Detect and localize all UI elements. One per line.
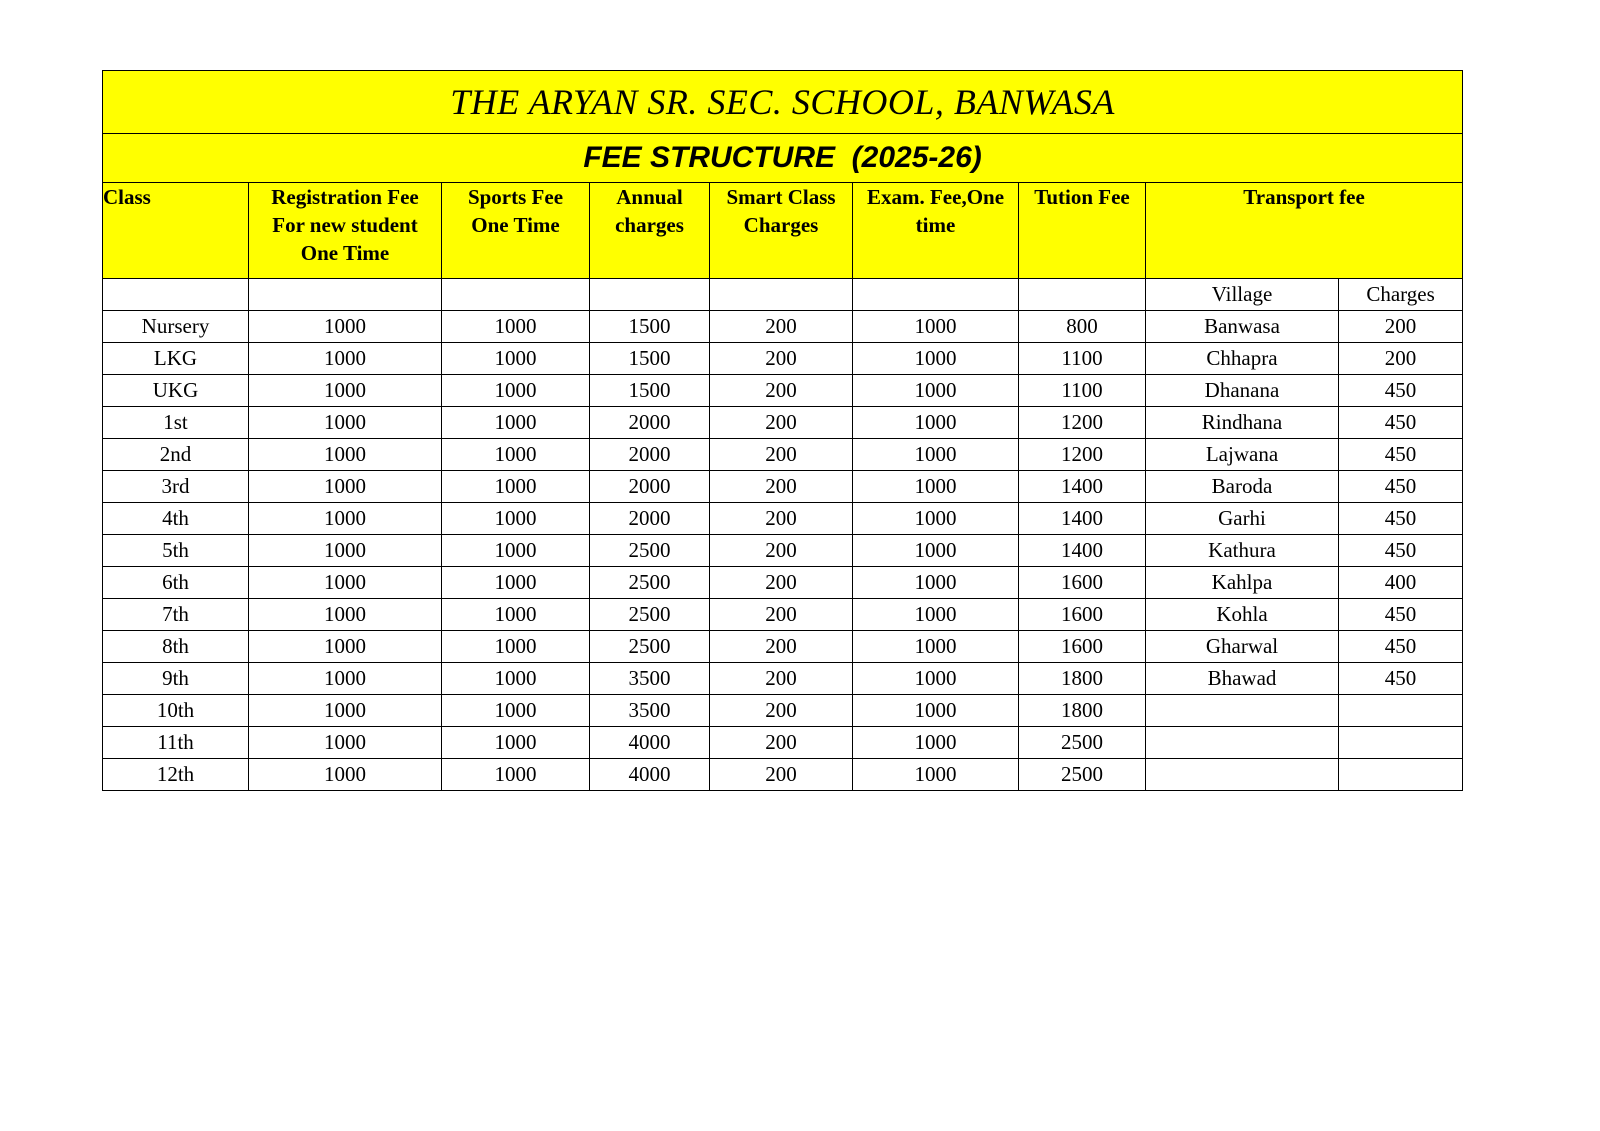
table-row	[103, 375, 1463, 407]
cell-tuition-fee: 1600	[1019, 567, 1146, 599]
cell-exam-fee: 1000	[853, 535, 1019, 567]
cell-class: LKG	[103, 343, 249, 375]
cell-registration-fee: 1000	[249, 407, 442, 439]
table-row	[103, 631, 1463, 663]
cell-village: Dhanana	[1146, 375, 1339, 407]
table-row	[103, 343, 1463, 375]
cell-smart-class-charges: 200	[710, 567, 853, 599]
cell-smart-class-charges: 200	[710, 535, 853, 567]
cell-sports-fee: 1000	[442, 727, 590, 759]
table-row	[103, 599, 1463, 631]
cell-village: Banwasa	[1146, 311, 1339, 343]
cell-village: Baroda	[1146, 471, 1339, 503]
table-row	[103, 567, 1463, 599]
cell-class: 8th	[103, 631, 249, 663]
cell-annual-charges: 1500	[590, 311, 710, 343]
table-row	[103, 311, 1463, 343]
cell-tuition-fee: 1600	[1019, 631, 1146, 663]
cell-registration-fee: 1000	[249, 599, 442, 631]
cell-smart-class-charges: 200	[710, 375, 853, 407]
cell-exam-fee: 1000	[853, 439, 1019, 471]
empty-cell	[249, 279, 442, 311]
header-charges: Charges	[1339, 279, 1463, 311]
cell-exam-fee: 1000	[853, 695, 1019, 727]
cell-class: 4th	[103, 503, 249, 535]
cell-village	[1146, 759, 1339, 791]
header-sports-fee: Sports Fee One Time	[442, 183, 590, 279]
cell-class: 12th	[103, 759, 249, 791]
header-class: Class	[103, 183, 249, 279]
cell-smart-class-charges: 200	[710, 343, 853, 375]
table-row	[103, 471, 1463, 503]
cell-class: Nursery	[103, 311, 249, 343]
cell-registration-fee: 1000	[249, 471, 442, 503]
cell-sports-fee: 1000	[442, 535, 590, 567]
cell-tuition-fee: 1400	[1019, 535, 1146, 567]
cell-transport-charges	[1339, 759, 1463, 791]
table-row	[103, 407, 1463, 439]
cell-annual-charges: 1500	[590, 343, 710, 375]
cell-village: Bhawad	[1146, 663, 1339, 695]
cell-annual-charges: 2500	[590, 631, 710, 663]
cell-class: 2nd	[103, 439, 249, 471]
table-row	[103, 503, 1463, 535]
cell-registration-fee: 1000	[249, 503, 442, 535]
school-title: THE ARYAN SR. SEC. SCHOOL, BANWASA	[103, 71, 1463, 134]
cell-sports-fee: 1000	[442, 567, 590, 599]
cell-class: UKG	[103, 375, 249, 407]
cell-smart-class-charges: 200	[710, 471, 853, 503]
table-row	[103, 759, 1463, 791]
cell-exam-fee: 1000	[853, 311, 1019, 343]
cell-annual-charges: 2000	[590, 471, 710, 503]
cell-village	[1146, 727, 1339, 759]
cell-registration-fee: 1000	[249, 695, 442, 727]
empty-cell	[1019, 279, 1146, 311]
cell-registration-fee: 1000	[249, 375, 442, 407]
cell-class: 1st	[103, 407, 249, 439]
cell-transport-charges: 450	[1339, 631, 1463, 663]
cell-exam-fee: 1000	[853, 375, 1019, 407]
cell-transport-charges: 200	[1339, 343, 1463, 375]
cell-annual-charges: 4000	[590, 727, 710, 759]
cell-tuition-fee: 1800	[1019, 663, 1146, 695]
cell-transport-charges: 450	[1339, 503, 1463, 535]
empty-cell	[590, 279, 710, 311]
cell-village: Kohla	[1146, 599, 1339, 631]
cell-class: 6th	[103, 567, 249, 599]
cell-transport-charges: 400	[1339, 567, 1463, 599]
cell-transport-charges: 450	[1339, 535, 1463, 567]
cell-registration-fee: 1000	[249, 663, 442, 695]
cell-registration-fee: 1000	[249, 439, 442, 471]
cell-class: 9th	[103, 663, 249, 695]
cell-class: 11th	[103, 727, 249, 759]
cell-exam-fee: 1000	[853, 471, 1019, 503]
cell-exam-fee: 1000	[853, 631, 1019, 663]
cell-registration-fee: 1000	[249, 535, 442, 567]
cell-sports-fee: 1000	[442, 503, 590, 535]
cell-exam-fee: 1000	[853, 727, 1019, 759]
cell-exam-fee: 1000	[853, 503, 1019, 535]
cell-sports-fee: 1000	[442, 631, 590, 663]
cell-annual-charges: 1500	[590, 375, 710, 407]
cell-exam-fee: 1000	[853, 407, 1019, 439]
cell-annual-charges: 2500	[590, 599, 710, 631]
cell-village: Kathura	[1146, 535, 1339, 567]
fee-structure-subtitle: FEE STRUCTURE (2025-26)	[103, 134, 1463, 183]
empty-cell	[442, 279, 590, 311]
header-smart-class-charges: Smart Class Charges	[710, 183, 853, 279]
cell-smart-class-charges: 200	[710, 599, 853, 631]
cell-tuition-fee: 1100	[1019, 343, 1146, 375]
cell-annual-charges: 2000	[590, 503, 710, 535]
cell-tuition-fee: 1600	[1019, 599, 1146, 631]
cell-smart-class-charges: 200	[710, 407, 853, 439]
cell-transport-charges: 450	[1339, 407, 1463, 439]
empty-cell	[853, 279, 1019, 311]
cell-registration-fee: 1000	[249, 727, 442, 759]
cell-transport-charges: 450	[1339, 599, 1463, 631]
cell-transport-charges	[1339, 695, 1463, 727]
cell-village: Gharwal	[1146, 631, 1339, 663]
cell-class: 10th	[103, 695, 249, 727]
cell-smart-class-charges: 200	[710, 311, 853, 343]
cell-tuition-fee: 2500	[1019, 759, 1146, 791]
cell-exam-fee: 1000	[853, 663, 1019, 695]
cell-annual-charges: 2500	[590, 535, 710, 567]
cell-transport-charges: 200	[1339, 311, 1463, 343]
cell-tuition-fee: 1200	[1019, 439, 1146, 471]
cell-sports-fee: 1000	[442, 599, 590, 631]
cell-sports-fee: 1000	[442, 375, 590, 407]
cell-tuition-fee: 1200	[1019, 407, 1146, 439]
cell-annual-charges: 3500	[590, 663, 710, 695]
cell-tuition-fee: 1100	[1019, 375, 1146, 407]
cell-village	[1146, 695, 1339, 727]
cell-exam-fee: 1000	[853, 599, 1019, 631]
cell-smart-class-charges: 200	[710, 695, 853, 727]
cell-exam-fee: 1000	[853, 343, 1019, 375]
cell-exam-fee: 1000	[853, 759, 1019, 791]
cell-smart-class-charges: 200	[710, 663, 853, 695]
cell-registration-fee: 1000	[249, 343, 442, 375]
fee-structure-table	[102, 70, 1463, 791]
cell-transport-charges: 450	[1339, 439, 1463, 471]
cell-registration-fee: 1000	[249, 631, 442, 663]
cell-tuition-fee: 1400	[1019, 471, 1146, 503]
cell-smart-class-charges: 200	[710, 759, 853, 791]
cell-sports-fee: 1000	[442, 663, 590, 695]
cell-sports-fee: 1000	[442, 343, 590, 375]
cell-sports-fee: 1000	[442, 407, 590, 439]
cell-tuition-fee: 800	[1019, 311, 1146, 343]
cell-village: Lajwana	[1146, 439, 1339, 471]
cell-annual-charges: 3500	[590, 695, 710, 727]
cell-sports-fee: 1000	[442, 759, 590, 791]
header-tuition-fee: Tution Fee	[1019, 183, 1146, 279]
cell-smart-class-charges: 200	[710, 631, 853, 663]
cell-tuition-fee: 1800	[1019, 695, 1146, 727]
cell-village: Rindhana	[1146, 407, 1339, 439]
cell-sports-fee: 1000	[442, 471, 590, 503]
table-row	[103, 663, 1463, 695]
header-annual-charges: Annual charges	[590, 183, 710, 279]
header-registration-fee: Registration Fee For new student One Time	[249, 183, 442, 279]
cell-transport-charges: 450	[1339, 663, 1463, 695]
cell-annual-charges: 2000	[590, 439, 710, 471]
cell-sports-fee: 1000	[442, 439, 590, 471]
cell-registration-fee: 1000	[249, 567, 442, 599]
cell-class: 7th	[103, 599, 249, 631]
table-row	[103, 695, 1463, 727]
cell-class: 5th	[103, 535, 249, 567]
cell-smart-class-charges: 200	[710, 727, 853, 759]
empty-cell	[710, 279, 853, 311]
cell-annual-charges: 2500	[590, 567, 710, 599]
cell-smart-class-charges: 200	[710, 503, 853, 535]
table-row	[103, 535, 1463, 567]
cell-tuition-fee: 2500	[1019, 727, 1146, 759]
cell-village: Kahlpa	[1146, 567, 1339, 599]
cell-registration-fee: 1000	[249, 311, 442, 343]
cell-village: Chhapra	[1146, 343, 1339, 375]
cell-sports-fee: 1000	[442, 311, 590, 343]
cell-exam-fee: 1000	[853, 567, 1019, 599]
cell-transport-charges: 450	[1339, 471, 1463, 503]
cell-tuition-fee: 1400	[1019, 503, 1146, 535]
table-row	[103, 727, 1463, 759]
cell-class: 3rd	[103, 471, 249, 503]
cell-smart-class-charges: 200	[710, 439, 853, 471]
table-row	[103, 439, 1463, 471]
cell-annual-charges: 2000	[590, 407, 710, 439]
header-transport-fee: Transport fee	[1146, 183, 1463, 279]
cell-transport-charges: 450	[1339, 375, 1463, 407]
header-village: Village	[1146, 279, 1339, 311]
cell-village: Garhi	[1146, 503, 1339, 535]
header-exam-fee: Exam. Fee,One time	[853, 183, 1019, 279]
cell-transport-charges	[1339, 727, 1463, 759]
empty-cell	[103, 279, 249, 311]
cell-registration-fee: 1000	[249, 759, 442, 791]
cell-sports-fee: 1000	[442, 695, 590, 727]
cell-annual-charges: 4000	[590, 759, 710, 791]
